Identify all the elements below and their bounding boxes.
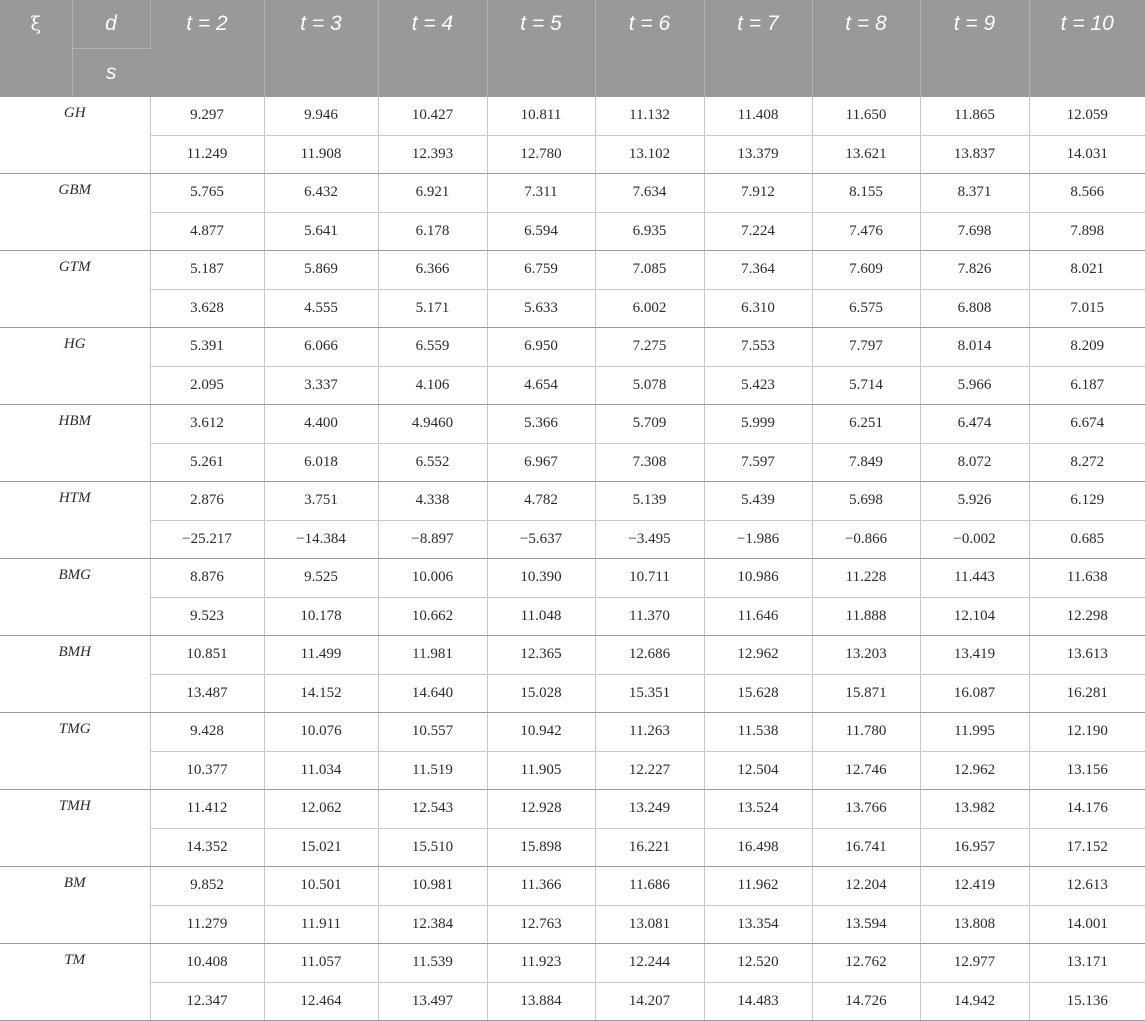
- table-cell-d: 11.366: [487, 867, 595, 906]
- table-cell-d: 4.400: [264, 405, 378, 444]
- table-cell-s: 5.423: [704, 366, 812, 405]
- table-cell-d: 7.797: [812, 328, 920, 367]
- table-cell-d: 5.709: [595, 405, 704, 444]
- table-cell-d: 6.674: [1029, 405, 1145, 444]
- table-cell-s: 13.497: [378, 982, 487, 1021]
- table-cell-s: 16.741: [812, 828, 920, 867]
- table-cell-d: 11.263: [595, 713, 704, 752]
- table-cell-d: 7.553: [704, 328, 812, 367]
- table-cell-s: 3.337: [264, 366, 378, 405]
- table-cell-s: 12.780: [487, 135, 595, 174]
- table-cell-d: 7.364: [704, 251, 812, 290]
- table-row: [0, 212, 1145, 251]
- table-cell-s: 4.106: [378, 366, 487, 405]
- table-cell-d: 12.977: [920, 944, 1029, 983]
- table-cell-s: 15.136: [1029, 982, 1145, 1021]
- table-cell-s: 14.152: [264, 674, 378, 713]
- d-header-label: d: [105, 12, 117, 35]
- table-cell-d: 12.062: [264, 790, 378, 829]
- col-header-t6: t = 6: [595, 0, 704, 97]
- table-cell-s: 14.207: [595, 982, 704, 1021]
- table-cell-d: 6.251: [812, 405, 920, 444]
- table-cell-s: 16.957: [920, 828, 1029, 867]
- table-cell-d: 12.928: [487, 790, 595, 829]
- table-cell-s: 16.087: [920, 674, 1029, 713]
- table-cell-d: 9.525: [264, 559, 378, 598]
- table-cell-s: 12.393: [378, 135, 487, 174]
- table-row: [0, 135, 1145, 174]
- table-row: [0, 520, 1145, 559]
- table-cell-s: 12.227: [595, 751, 704, 790]
- table-cell-d: 10.557: [378, 713, 487, 752]
- table-cell-s: 17.152: [1029, 828, 1145, 867]
- table-cell-s: 7.597: [704, 443, 812, 482]
- table-row: [0, 905, 1145, 944]
- table-cell-s: 13.594: [812, 905, 920, 944]
- table-cell-s: 10.662: [378, 597, 487, 636]
- table-cell-d: 9.852: [150, 867, 264, 906]
- row-label: BMH: [0, 636, 150, 713]
- col-header-t9: t = 9: [920, 0, 1029, 97]
- table-row: [0, 174, 1145, 213]
- table-cell-s: 15.028: [487, 674, 595, 713]
- table-cell-d: 8.566: [1029, 174, 1145, 213]
- table-cell-s: 7.015: [1029, 289, 1145, 328]
- table-row: [0, 597, 1145, 636]
- table-cell-d: 10.408: [150, 944, 264, 983]
- table-cell-d: 12.204: [812, 867, 920, 906]
- table-row: [0, 366, 1145, 405]
- col-header-t8: t = 8: [812, 0, 920, 97]
- table-cell-d: 8.021: [1029, 251, 1145, 290]
- table-cell-s: 11.905: [487, 751, 595, 790]
- table-cell-s: 7.476: [812, 212, 920, 251]
- table-cell-d: 7.912: [704, 174, 812, 213]
- table-cell-d: 11.923: [487, 944, 595, 983]
- table-cell-s: 7.898: [1029, 212, 1145, 251]
- table-cell-d: 13.203: [812, 636, 920, 675]
- table-cell-d: 11.538: [704, 713, 812, 752]
- table-row: [0, 559, 1145, 598]
- table-cell-s: 15.021: [264, 828, 378, 867]
- table-cell-s: 12.746: [812, 751, 920, 790]
- table-cell-d: 5.926: [920, 482, 1029, 521]
- table-cell-d: 11.780: [812, 713, 920, 752]
- table-cell-s: 11.888: [812, 597, 920, 636]
- table-cell-d: 6.921: [378, 174, 487, 213]
- table-cell-s: 6.178: [378, 212, 487, 251]
- table-row: [0, 328, 1145, 367]
- row-label: HBM: [0, 405, 150, 482]
- table-row: [0, 790, 1145, 829]
- table-cell-s: 7.308: [595, 443, 704, 482]
- table-cell-s: −8.897: [378, 520, 487, 559]
- table-row: [0, 97, 1145, 135]
- table-cell-s: 12.298: [1029, 597, 1145, 636]
- xi-header: ξ: [0, 0, 72, 97]
- table-row: [0, 751, 1145, 790]
- table-cell-s: 15.510: [378, 828, 487, 867]
- table-cell-s: −0.866: [812, 520, 920, 559]
- table-cell-s: 13.102: [595, 135, 704, 174]
- table-cell-d: 5.439: [704, 482, 812, 521]
- row-label: BMG: [0, 559, 150, 636]
- table-cell-d: 12.190: [1029, 713, 1145, 752]
- table-cell-d: 10.076: [264, 713, 378, 752]
- table-cell-s: 14.942: [920, 982, 1029, 1021]
- table-cell-d: 12.059: [1029, 97, 1145, 135]
- table-cell-s: 16.221: [595, 828, 704, 867]
- table-cell-d: 10.501: [264, 867, 378, 906]
- table-cell-s: 12.104: [920, 597, 1029, 636]
- table-cell-s: 13.487: [150, 674, 264, 713]
- table-cell-s: 11.249: [150, 135, 264, 174]
- table-cell-s: 6.018: [264, 443, 378, 482]
- table-cell-d: 12.613: [1029, 867, 1145, 906]
- table-cell-d: 6.950: [487, 328, 595, 367]
- table-cell-s: 13.379: [704, 135, 812, 174]
- col-header-t2: t = 2: [150, 0, 264, 97]
- table-cell-s: −14.384: [264, 520, 378, 559]
- table-cell-s: 14.726: [812, 982, 920, 1021]
- table-cell-d: 7.826: [920, 251, 1029, 290]
- table-cell-d: 2.876: [150, 482, 264, 521]
- table-cell-s: 7.849: [812, 443, 920, 482]
- table-row: [0, 443, 1145, 482]
- table-cell-s: 11.646: [704, 597, 812, 636]
- table-cell-d: 5.187: [150, 251, 264, 290]
- table-cell-s: 7.224: [704, 212, 812, 251]
- table-cell-s: 11.048: [487, 597, 595, 636]
- table-cell-d: 6.559: [378, 328, 487, 367]
- table-cell-d: 13.982: [920, 790, 1029, 829]
- table-cell-s: 14.483: [704, 982, 812, 1021]
- table-cell-d: 4.338: [378, 482, 487, 521]
- table-cell-d: 13.249: [595, 790, 704, 829]
- table-cell-d: 11.057: [264, 944, 378, 983]
- table-cell-s: 13.884: [487, 982, 595, 1021]
- table-cell-d: 4.9460: [378, 405, 487, 444]
- table-cell-d: 11.865: [920, 97, 1029, 135]
- table-cell-d: 8.371: [920, 174, 1029, 213]
- table-cell-s: 6.575: [812, 289, 920, 328]
- table-cell-d: 6.129: [1029, 482, 1145, 521]
- table-cell-s: 13.808: [920, 905, 1029, 944]
- table-cell-s: 12.504: [704, 751, 812, 790]
- table-cell-d: 12.365: [487, 636, 595, 675]
- table-cell-d: 3.751: [264, 482, 378, 521]
- table-cell-d: 11.539: [378, 944, 487, 983]
- table-cell-d: 4.782: [487, 482, 595, 521]
- table-cell-s: 13.081: [595, 905, 704, 944]
- table-cell-s: 3.628: [150, 289, 264, 328]
- table-cell-d: 5.765: [150, 174, 264, 213]
- table-cell-d: 13.766: [812, 790, 920, 829]
- table-cell-s: 13.621: [812, 135, 920, 174]
- table-cell-s: 6.808: [920, 289, 1029, 328]
- table-row: [0, 636, 1145, 675]
- table-cell-s: 14.031: [1029, 135, 1145, 174]
- table-cell-s: 6.594: [487, 212, 595, 251]
- table-cell-d: 13.524: [704, 790, 812, 829]
- table-cell-d: 9.428: [150, 713, 264, 752]
- table-cell-d: 8.014: [920, 328, 1029, 367]
- table-cell-s: 12.464: [264, 982, 378, 1021]
- table-cell-s: 4.877: [150, 212, 264, 251]
- table-cell-d: 11.981: [378, 636, 487, 675]
- table-cell-s: 0.685: [1029, 520, 1145, 559]
- table-cell-d: 10.942: [487, 713, 595, 752]
- table-cell-d: 12.520: [704, 944, 812, 983]
- table-cell-s: 13.837: [920, 135, 1029, 174]
- table-cell-d: 10.427: [378, 97, 487, 135]
- table-header: [0, 0, 1145, 97]
- table-row: [0, 867, 1145, 906]
- row-label: GBM: [0, 174, 150, 251]
- table-cell-s: 2.095: [150, 366, 264, 405]
- table-cell-d: 13.171: [1029, 944, 1145, 983]
- col-header-t3: t = 3: [264, 0, 378, 97]
- row-label: HTM: [0, 482, 150, 559]
- table-cell-s: 6.935: [595, 212, 704, 251]
- table-cell-s: 5.633: [487, 289, 595, 328]
- table-cell-d: 11.638: [1029, 559, 1145, 598]
- table-cell-s: 4.654: [487, 366, 595, 405]
- table-cell-d: 11.995: [920, 713, 1029, 752]
- table-cell-s: 12.962: [920, 751, 1029, 790]
- col-header-t10: t = 10: [1029, 0, 1145, 97]
- table-cell-d: 11.686: [595, 867, 704, 906]
- table-cell-s: −0.002: [920, 520, 1029, 559]
- table-cell-d: 5.698: [812, 482, 920, 521]
- table-cell-d: 7.609: [812, 251, 920, 290]
- table-cell-s: 15.898: [487, 828, 595, 867]
- table-row: [0, 982, 1145, 1021]
- table-cell-d: 11.962: [704, 867, 812, 906]
- table-cell-s: 15.628: [704, 674, 812, 713]
- table-cell-s: 11.911: [264, 905, 378, 944]
- row-label: GTM: [0, 251, 150, 328]
- table-cell-d: 5.869: [264, 251, 378, 290]
- col-header-t4: t = 4: [378, 0, 487, 97]
- table-cell-s: −5.637: [487, 520, 595, 559]
- table-cell-d: 8.155: [812, 174, 920, 213]
- table-cell-s: 12.347: [150, 982, 264, 1021]
- table-cell-d: 11.408: [704, 97, 812, 135]
- table-cell-s: 11.519: [378, 751, 487, 790]
- table-cell-d: 10.390: [487, 559, 595, 598]
- table-cell-d: 9.297: [150, 97, 264, 135]
- table-cell-d: 11.132: [595, 97, 704, 135]
- s-header: [72, 49, 150, 98]
- table-row: [0, 251, 1145, 290]
- table-cell-d: 7.275: [595, 328, 704, 367]
- table-cell-s: 6.187: [1029, 366, 1145, 405]
- table-cell-s: 5.714: [812, 366, 920, 405]
- table-body: [0, 97, 1145, 1021]
- table-cell-d: 5.999: [704, 405, 812, 444]
- table-cell-d: 12.419: [920, 867, 1029, 906]
- table-cell-s: 14.640: [378, 674, 487, 713]
- table-cell-s: 10.377: [150, 751, 264, 790]
- table-cell-d: 10.811: [487, 97, 595, 135]
- col-header-t7: t = 7: [704, 0, 812, 97]
- row-label: TM: [0, 944, 150, 1021]
- row-label: HG: [0, 328, 150, 405]
- table-cell-s: 15.351: [595, 674, 704, 713]
- table-cell-s: 14.352: [150, 828, 264, 867]
- table-cell-d: 7.634: [595, 174, 704, 213]
- table-cell-s: 15.871: [812, 674, 920, 713]
- table-cell-d: 5.139: [595, 482, 704, 521]
- row-label: BM: [0, 867, 150, 944]
- table-cell-d: 7.311: [487, 174, 595, 213]
- row-label: TMG: [0, 713, 150, 790]
- table-cell-s: 6.002: [595, 289, 704, 328]
- table-row: [0, 674, 1145, 713]
- table-cell-s: 10.178: [264, 597, 378, 636]
- table-row: [0, 713, 1145, 752]
- table-cell-d: 11.443: [920, 559, 1029, 598]
- table-cell-s: −1.986: [704, 520, 812, 559]
- table-cell-d: 5.366: [487, 405, 595, 444]
- table-cell-s: 11.908: [264, 135, 378, 174]
- table-cell-s: 14.001: [1029, 905, 1145, 944]
- table-cell-d: 12.543: [378, 790, 487, 829]
- table-row: [0, 289, 1145, 328]
- table-row: [0, 405, 1145, 444]
- table-cell-s: 6.310: [704, 289, 812, 328]
- table-row: [0, 828, 1145, 867]
- table-cell-d: 6.474: [920, 405, 1029, 444]
- table-cell-s: 13.354: [704, 905, 812, 944]
- table-cell-s: 12.763: [487, 905, 595, 944]
- table-cell-s: 16.281: [1029, 674, 1145, 713]
- table-cell-d: 11.499: [264, 636, 378, 675]
- table-cell-s: 11.279: [150, 905, 264, 944]
- table-cell-d: 12.686: [595, 636, 704, 675]
- table-cell-d: 6.432: [264, 174, 378, 213]
- table-cell-s: 11.370: [595, 597, 704, 636]
- table-cell-s: 9.523: [150, 597, 264, 636]
- table-cell-d: 6.066: [264, 328, 378, 367]
- table-cell-s: 6.552: [378, 443, 487, 482]
- table-cell-s: 5.078: [595, 366, 704, 405]
- d-header: [72, 0, 150, 49]
- table-cell-s: 13.156: [1029, 751, 1145, 790]
- table-cell-d: 7.085: [595, 251, 704, 290]
- table-cell-d: 11.412: [150, 790, 264, 829]
- table-cell-s: 8.272: [1029, 443, 1145, 482]
- table-cell-d: 8.209: [1029, 328, 1145, 367]
- table-cell-d: 12.962: [704, 636, 812, 675]
- table-cell-d: 13.613: [1029, 636, 1145, 675]
- row-label: TMH: [0, 790, 150, 867]
- table-cell-s: 5.641: [264, 212, 378, 251]
- s-header-label: s: [106, 61, 117, 84]
- table-cell-d: 9.946: [264, 97, 378, 135]
- table-cell-d: 6.366: [378, 251, 487, 290]
- table-cell-d: 5.391: [150, 328, 264, 367]
- table-cell-s: −3.495: [595, 520, 704, 559]
- table-cell-d: 10.981: [378, 867, 487, 906]
- table-cell-d: 10.851: [150, 636, 264, 675]
- table-cell-s: 7.698: [920, 212, 1029, 251]
- table-cell-s: 5.261: [150, 443, 264, 482]
- table-cell-d: 13.419: [920, 636, 1029, 675]
- table-cell-s: 6.967: [487, 443, 595, 482]
- table-cell-d: 8.876: [150, 559, 264, 598]
- table-cell-d: 11.228: [812, 559, 920, 598]
- table-cell-d: 10.006: [378, 559, 487, 598]
- table-cell-d: 10.986: [704, 559, 812, 598]
- table-cell-d: 3.612: [150, 405, 264, 444]
- table-cell-s: −25.217: [150, 520, 264, 559]
- table-cell-s: 5.171: [378, 289, 487, 328]
- row-label: GH: [0, 97, 150, 174]
- table-row: [0, 482, 1145, 521]
- col-header-t5: t = 5: [487, 0, 595, 97]
- table-cell-d: 14.176: [1029, 790, 1145, 829]
- table-cell-d: 6.759: [487, 251, 595, 290]
- table-cell-d: 10.711: [595, 559, 704, 598]
- table-cell-s: 5.966: [920, 366, 1029, 405]
- table-cell-s: 11.034: [264, 751, 378, 790]
- table-cell-d: 12.762: [812, 944, 920, 983]
- table-row: [0, 944, 1145, 983]
- table-cell-d: 12.244: [595, 944, 704, 983]
- table-cell-s: 12.384: [378, 905, 487, 944]
- table-cell-s: 4.555: [264, 289, 378, 328]
- table-cell-s: 8.072: [920, 443, 1029, 482]
- table-cell-d: 11.650: [812, 97, 920, 135]
- table-cell-s: 16.498: [704, 828, 812, 867]
